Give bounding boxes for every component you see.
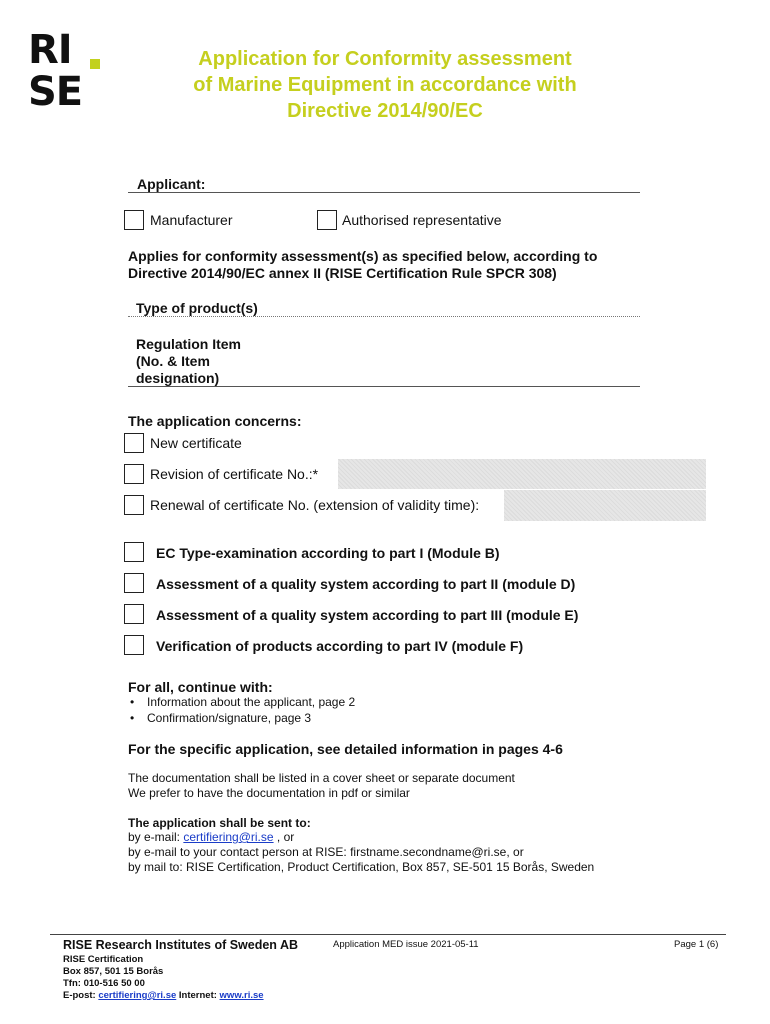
footer-department: RISE Certification	[63, 954, 144, 965]
continue-heading: For all, continue with:	[128, 679, 273, 695]
send-heading: The application shall be sent to:	[128, 816, 311, 830]
send-mail-line: by mail to: RISE Certification, Product Certification, Box 857, SE-501 15 Borås, Sweden	[128, 860, 595, 874]
module-f-checkbox[interactable]	[124, 635, 144, 655]
renewal-label: Renewal of certificate No. (extension of validity time):	[150, 497, 480, 513]
renewal-certificate-field[interactable]	[504, 490, 706, 521]
module-b-checkbox[interactable]	[124, 542, 144, 562]
revision-checkbox[interactable]	[124, 464, 144, 484]
logo-text-line1: RI	[28, 27, 72, 73]
continue-item-confirmation: • Confirmation/signature, page 3	[127, 710, 355, 726]
footer-phone: Tfn: 010-516 50 00	[63, 978, 145, 989]
regulation-item-line1: Regulation Item	[136, 336, 242, 352]
renewal-checkbox[interactable]	[124, 495, 144, 515]
manufacturer-label: Manufacturer	[150, 212, 233, 228]
documentation-line2: We prefer to have the documentation in pdf or similar	[128, 786, 410, 800]
title-line1: Application for Conformity assessment	[198, 48, 572, 70]
regulation-item-field[interactable]	[250, 336, 635, 386]
footer-address: Box 857, 501 15 Borås	[63, 966, 164, 977]
specific-application-note: For the specific application, see detailed information in pages 4-6	[128, 741, 563, 757]
new-certificate-label: New certificate	[150, 435, 242, 451]
footer-internet-label: Internet:	[176, 990, 220, 1001]
footer-issue: Application MED issue 2021-05-11	[333, 939, 479, 950]
regulation-item-line2: (No. & Item	[136, 353, 210, 369]
revision-certificate-field[interactable]	[338, 459, 706, 489]
send-email-line	[128, 830, 294, 845]
module-e-label: Assessment of a quality system according to part III (module E)	[156, 607, 579, 623]
documentation-line1: The documentation shall be listed in a cover sheet or separate document	[128, 771, 515, 785]
title-line3: Directive 2014/90/EC	[287, 100, 483, 122]
footer-epost-label: E-post:	[63, 990, 99, 1001]
revision-label: Revision of certificate No.:*	[150, 466, 319, 482]
manufacturer-checkbox[interactable]	[124, 210, 144, 230]
product-type-field[interactable]	[275, 300, 635, 317]
logo-text-line2: SE	[28, 69, 83, 115]
title-line2: of Marine Equipment in accordance with	[193, 74, 577, 96]
certifiering-email-link[interactable]: certifiering@ri.se	[183, 830, 274, 844]
product-type-label: Type of product(s)	[136, 300, 258, 316]
applicant-underline	[128, 192, 640, 193]
authorised-representative-checkbox[interactable]	[317, 210, 337, 230]
footer-divider	[50, 934, 726, 935]
applies-line2: Directive 2014/90/EC annex II (RISE Certification Rule SPCR 308)	[128, 265, 557, 281]
applicant-label: Applicant:	[137, 176, 206, 192]
module-d-label: Assessment of a quality system according to part II (module D)	[156, 576, 576, 592]
footer-website-link[interactable]: www.ri.se	[219, 990, 264, 1001]
rise-logo	[28, 26, 104, 116]
document-title	[140, 46, 630, 124]
module-f-label: Verification of products according to part IV (module F)	[156, 638, 524, 654]
applies-line1: Applies for conformity assessment(s) as specified below, according to	[128, 248, 598, 264]
footer-email-link[interactable]: certifiering@ri.se	[98, 990, 177, 1001]
module-b-label: EC Type-examination according to part I (Module B)	[156, 545, 500, 561]
footer-page-number: Page 1 (6)	[674, 939, 719, 950]
continue-list	[127, 694, 355, 726]
send-contact-line: by e-mail to your contact person at RISE: firstname.secondname@ri.se, or	[128, 845, 524, 859]
send-email-prefix: by e-mail:	[128, 830, 184, 844]
applicant-field[interactable]	[215, 176, 635, 193]
new-certificate-checkbox[interactable]	[124, 433, 144, 453]
product-type-underline	[128, 316, 640, 317]
module-d-checkbox[interactable]	[124, 573, 144, 593]
footer-org-name: RISE Research Institutes of Sweden AB	[63, 938, 299, 952]
concerns-heading: The application concerns:	[128, 413, 302, 429]
footer-contact-line	[63, 990, 264, 1003]
regulation-item-line3: designation)	[136, 370, 220, 386]
module-e-checkbox[interactable]	[124, 604, 144, 624]
continue-item-applicant-info: • Information about the applicant, page 2	[127, 694, 355, 710]
regulation-item-underline	[128, 386, 640, 387]
authorised-representative-label: Authorised representative	[342, 212, 502, 228]
send-email-suffix: , or	[273, 830, 295, 844]
logo-accent-dot	[90, 59, 100, 69]
